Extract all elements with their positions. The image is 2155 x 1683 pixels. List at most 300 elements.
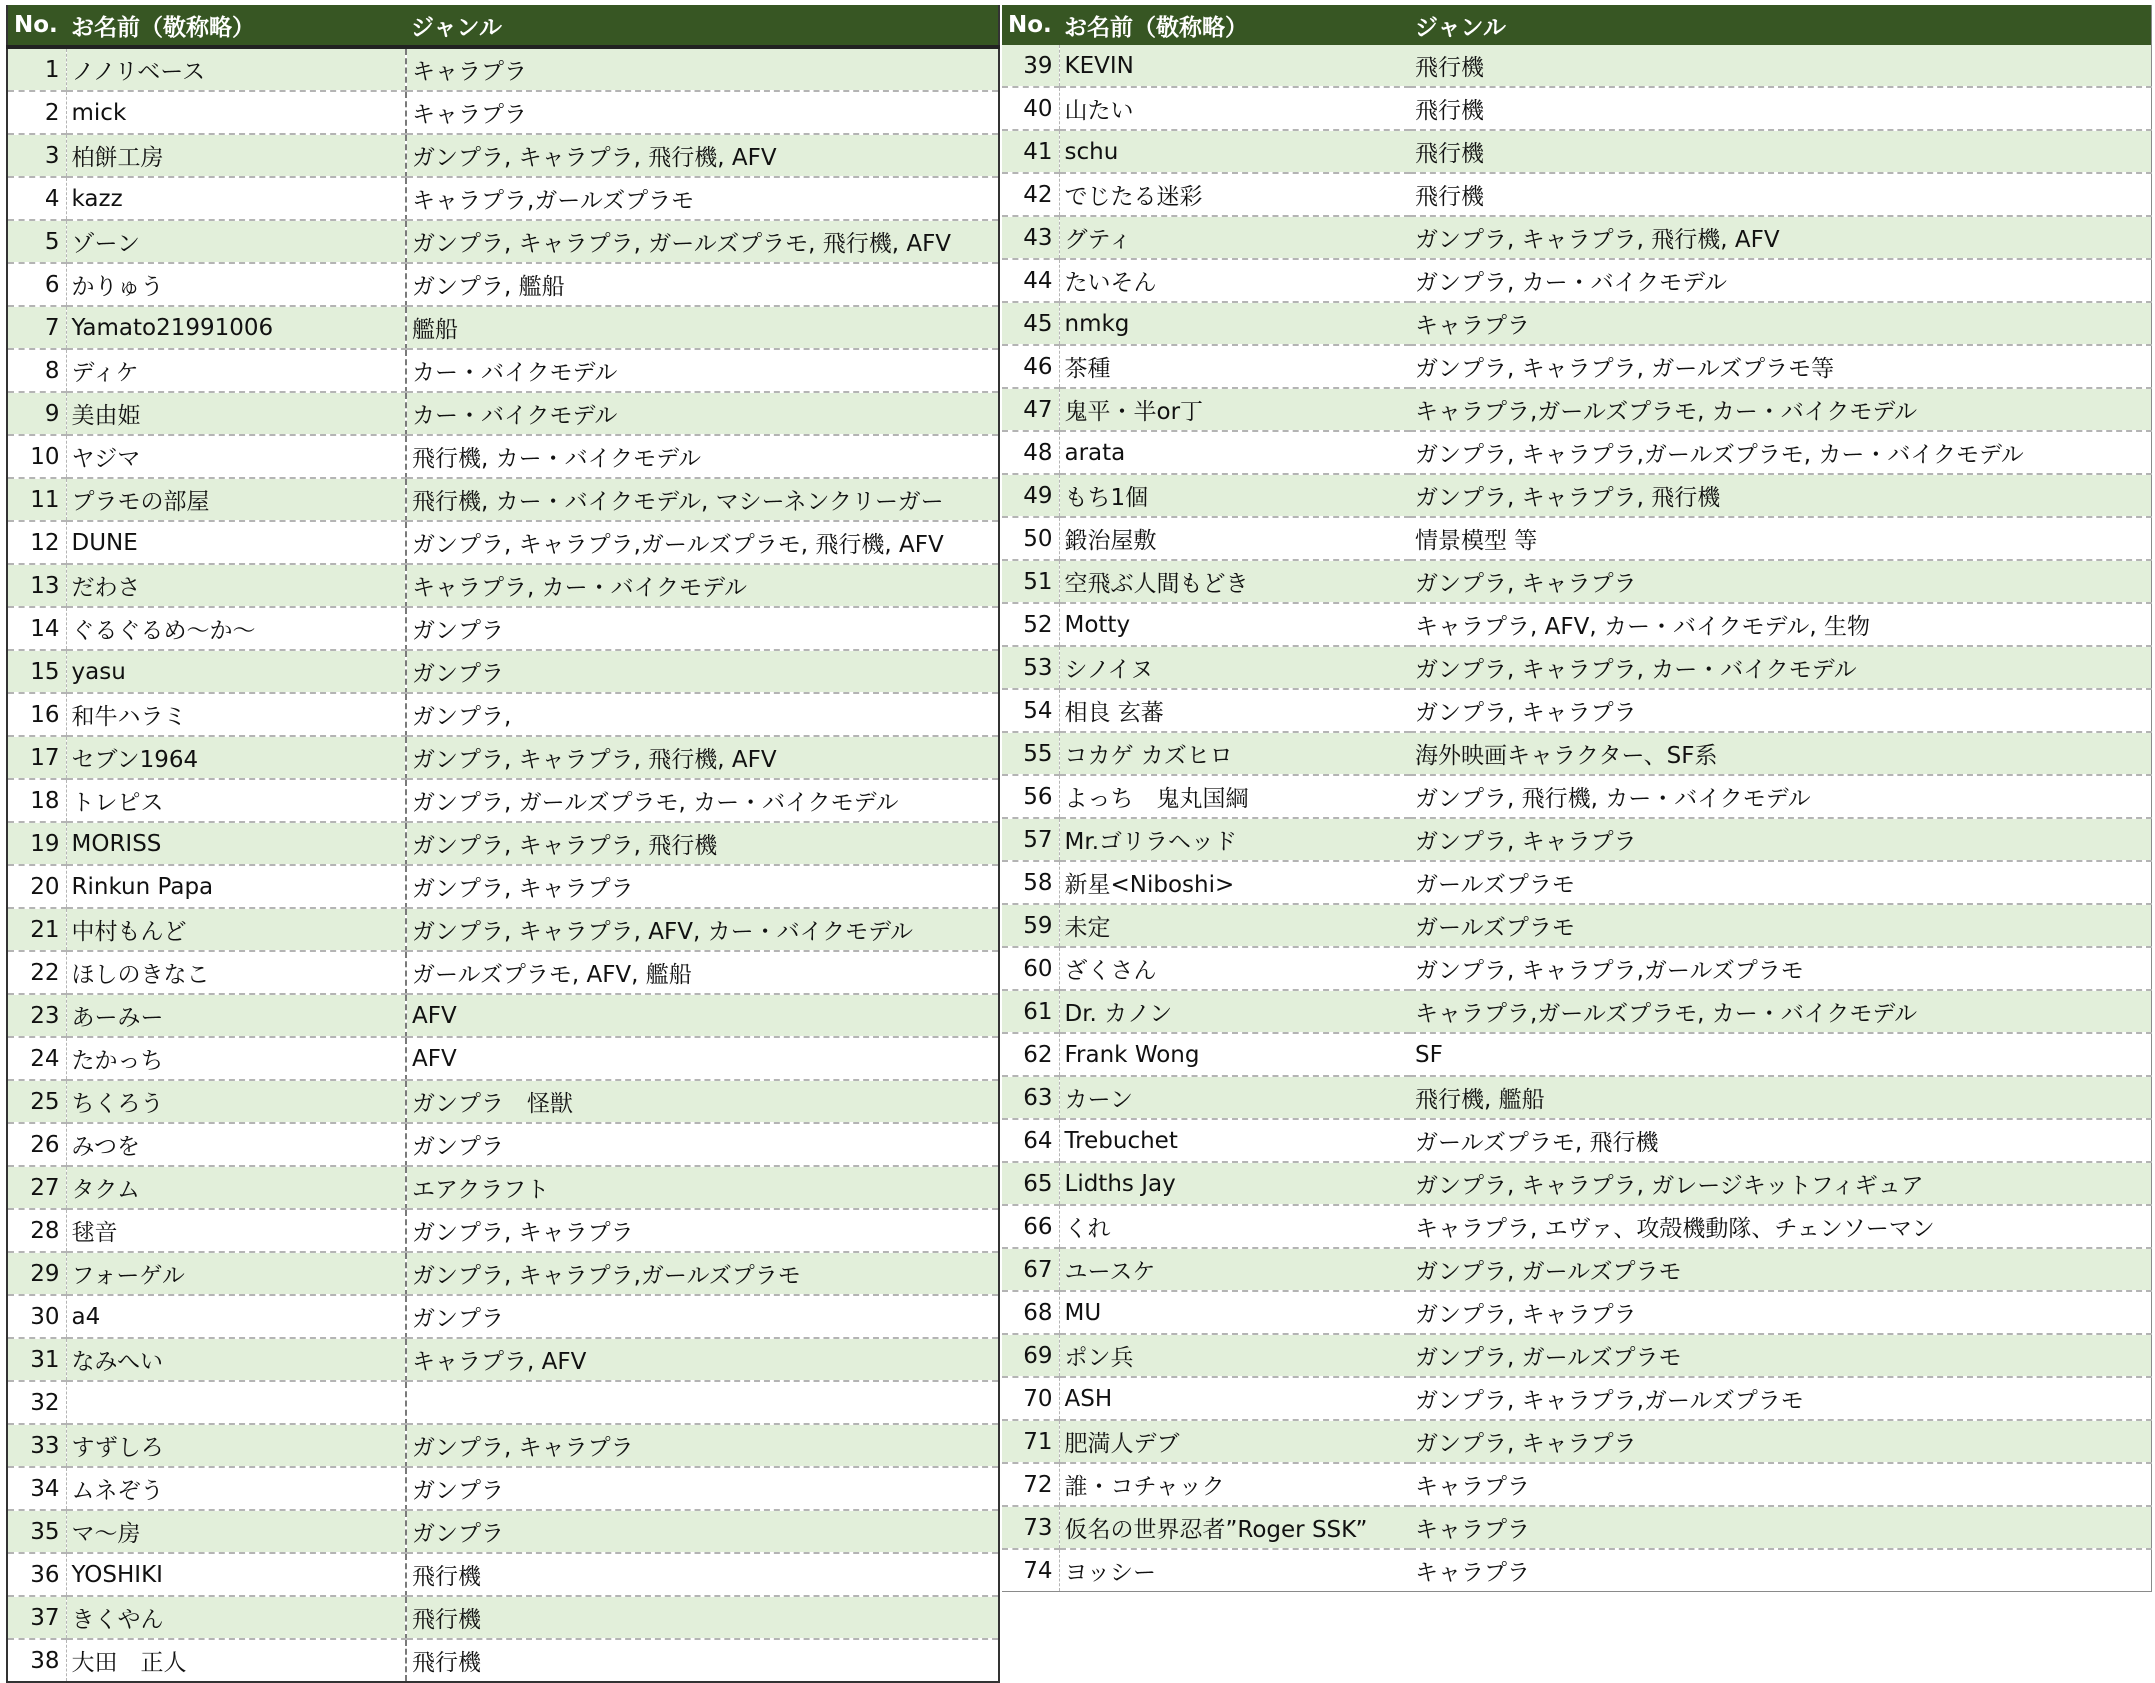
participant-name: kazz [66, 177, 406, 220]
row-number: 74 [1002, 1549, 1059, 1592]
participant-genre: ガンプラ, キャラプラ [1410, 1420, 2152, 1463]
row-number: 43 [1002, 216, 1059, 259]
participant-name: たいそん [1059, 259, 1410, 302]
row-number: 28 [7, 1209, 66, 1252]
participant-name: ユースケ [1059, 1248, 1410, 1291]
participant-genre: キャラプラ [406, 91, 999, 134]
row-number: 69 [1002, 1334, 1059, 1377]
participant-name: シノイヌ [1059, 646, 1410, 689]
participant-genre: 艦船 [406, 306, 999, 349]
participant-name: なみへい [66, 1338, 406, 1381]
participant-name: Lidths Jay [1059, 1162, 1410, 1205]
participant-name: ぐるぐるめ〜か〜 [66, 607, 406, 650]
participant-name: ゾーン [66, 220, 406, 263]
participant-name: もち1個 [1059, 474, 1410, 517]
table-row [1002, 603, 2152, 646]
participant-genre: ガンプラ, キャラプラ, 飛行機, AFV [1410, 216, 2152, 259]
participant-genre: キャラプラ [1415, 1560, 1530, 1586]
row-number: 40 [1002, 87, 1059, 130]
participant-name: あーみー [66, 994, 406, 1037]
participant-genre: ガンプラ, キャラプラ, 飛行機 [406, 822, 999, 865]
row-number: 51 [1002, 560, 1059, 603]
participant-genre: ガンプラ [406, 1467, 999, 1510]
table-row [1002, 45, 2152, 87]
participant-name: 茶種 [1059, 345, 1410, 388]
table-row [1002, 560, 2152, 603]
participant-name: ディケ [66, 349, 406, 392]
participant-name: 新星<Niboshi> [1059, 861, 1410, 904]
participant-name: たかっち [66, 1037, 406, 1080]
participant-name: Rinkun Papa [66, 865, 406, 908]
participant-name: タクム [66, 1166, 406, 1209]
participant-name: ポン兵 [1059, 1334, 1410, 1377]
table-row [7, 134, 999, 177]
participant-name: プラモの部屋 [66, 478, 406, 521]
participant-name: a4 [66, 1295, 406, 1338]
participant-genre: ガンプラ, キャラプラ [1410, 560, 2152, 603]
row-number: 14 [7, 607, 66, 650]
participant-genre: ガールズプラモ [1410, 904, 2152, 947]
row-number: 1 [7, 47, 66, 91]
participant-genre: ガンプラ, キャラプラ, カー・バイクモデル [1410, 646, 2152, 689]
participant-name: 中村もんど [66, 908, 406, 951]
row-number: 7 [7, 306, 66, 349]
participant-genre: ガンプラ, ガールズプラモ [1410, 1248, 2152, 1291]
row-number: 36 [7, 1553, 66, 1596]
participant-genre: ガールズプラモ, AFV, 艦船 [406, 951, 999, 994]
participant-genre: ガンプラ [406, 1123, 999, 1166]
participant-name: よっち 鬼丸国綱 [1059, 775, 1410, 818]
participant-genre: ガンプラ, キャラプラ, 飛行機 [1410, 474, 2152, 517]
participant-name: yasu [66, 650, 406, 693]
table-row [1002, 130, 2152, 173]
table-row [1002, 345, 2152, 388]
participant-genre: ガンプラ, キャラプラ, 飛行機, AFV [406, 134, 999, 177]
table-row [7, 779, 999, 822]
row-number: 16 [7, 693, 66, 736]
participant-genre: ガンプラ [406, 650, 999, 693]
participant-name: 空飛ぶ人間もどき [1059, 560, 1410, 603]
table-row [1002, 1205, 2152, 1248]
row-number: 66 [1002, 1205, 1059, 1248]
table-row [1002, 1033, 2152, 1076]
participant-genre: ガンプラ, キャラプラ,ガールズプラモ, カー・バイクモデル [1410, 431, 2152, 474]
table-row [7, 1596, 999, 1639]
row-number: 47 [1002, 388, 1059, 431]
row-number: 52 [1002, 603, 1059, 646]
participant-genre: ガンプラ, キャラプラ, AFV, カー・バイクモデル [406, 908, 999, 951]
participant-name: 美由姫 [66, 392, 406, 435]
table-row [7, 1166, 999, 1209]
participant-genre: ガンプラ, キャラプラ [406, 1209, 999, 1252]
row-number: 17 [7, 736, 66, 779]
row-number: 31 [7, 1338, 66, 1381]
participant-name: ヨッシー [1064, 1560, 1157, 1586]
header-genre: ジャンル [1410, 5, 2152, 45]
table-row [1002, 173, 2152, 216]
participant-genre: ガンプラ, キャラプラ, ガールズプラモ, 飛行機, AFV [406, 220, 999, 263]
participant-name [66, 1381, 406, 1424]
participants-table-left [6, 5, 1000, 1683]
participant-genre: キャラプラ, AFV, カー・バイクモデル, 生物 [1410, 603, 2152, 646]
participant-name: かりゅう [66, 263, 406, 306]
table-row [7, 994, 999, 1037]
participant-name: Motty [1059, 603, 1410, 646]
participant-genre: ガンプラ, キャラプラ,ガールズプラモ, 飛行機, AFV [406, 521, 999, 564]
participant-name: 肥満人デブ [1059, 1420, 1410, 1463]
table-row [7, 693, 999, 736]
row-number: 73 [1002, 1506, 1059, 1549]
table-row [1002, 517, 2152, 560]
row-number: 72 [1002, 1463, 1059, 1506]
participant-name: 柏餅工房 [66, 134, 406, 177]
participant-genre: キャラプラ [1410, 1463, 2152, 1506]
table-row [7, 1037, 999, 1080]
table-row [7, 478, 999, 521]
participant-name: すずしろ [66, 1424, 406, 1467]
row-number: 57 [1002, 818, 1059, 861]
participant-genre: キャラプラ, エヴァ、攻殻機動隊、チェンソーマン [1410, 1205, 2152, 1248]
table-row [1002, 474, 2152, 517]
row-number: 61 [1002, 990, 1059, 1033]
row-number: 27 [7, 1166, 66, 1209]
participant-name: みつを [66, 1123, 406, 1166]
participant-name: マ〜房 [66, 1510, 406, 1553]
row-number: 70 [1002, 1377, 1059, 1420]
header-no: No. [7, 5, 66, 47]
participant-genre: キャラプラ,ガールズプラモ [406, 177, 999, 220]
header-row [7, 5, 999, 47]
participants-table-right [1002, 5, 2152, 1592]
participant-name: ざくさん [1059, 947, 1410, 990]
table-row [7, 47, 999, 91]
table-row [7, 607, 999, 650]
row-number: 25 [7, 1080, 66, 1123]
table-row [7, 349, 999, 392]
participant-genre: 情景模型 等 [1410, 517, 2152, 560]
participant-name: nmkg [1059, 302, 1410, 345]
table-row [1002, 1377, 2152, 1420]
participant-name: コカゲ カズヒロ [1059, 732, 1410, 775]
row-number: 19 [7, 822, 66, 865]
participant-name: フォーゲル [66, 1252, 406, 1295]
participant-name: Dr. カノン [1059, 990, 1410, 1033]
participant-genre: キャラプラ, カー・バイクモデル [406, 564, 999, 607]
row-number: 64 [1002, 1119, 1059, 1162]
participant-name: Frank Wong [1059, 1033, 1410, 1076]
table-row [1002, 1162, 2152, 1205]
participant-name: くれ [1059, 1205, 1410, 1248]
participant-genre: ガンプラ, キャラプラ [1410, 1291, 2152, 1334]
table-row [7, 306, 999, 349]
participant-name: 未定 [1059, 904, 1410, 947]
row-number: 5 [7, 220, 66, 263]
participant-genre: キャラプラ [406, 47, 999, 91]
row-number: 15 [7, 650, 66, 693]
participant-name: arata [1059, 431, 1410, 474]
participant-genre: ガンプラ, キャラプラ [406, 1424, 999, 1467]
table-row [7, 1639, 999, 1682]
table-row [1002, 1549, 2152, 1592]
row-number: 39 [1002, 45, 1059, 87]
participant-name: DUNE [66, 521, 406, 564]
table-row [7, 1209, 999, 1252]
participant-genre: ガンプラ, キャラプラ, ガレージキットフィギュア [1410, 1162, 2152, 1205]
participant-genre: ガンプラ, [406, 693, 999, 736]
table-row [7, 1424, 999, 1467]
row-number: 11 [7, 478, 66, 521]
table-row [1002, 947, 2152, 990]
table-row [7, 263, 999, 306]
participant-name: 毬音 [66, 1209, 406, 1252]
table-row [1002, 732, 2152, 775]
table-row [1002, 388, 2152, 431]
row-number: 67 [1002, 1248, 1059, 1291]
participant-name: schu [1059, 130, 1410, 173]
row-number: 58 [1002, 861, 1059, 904]
participant-genre: ガンプラ, 艦船 [406, 263, 999, 306]
row-number: 26 [7, 1123, 66, 1166]
table-row [7, 822, 999, 865]
participant-genre: カー・バイクモデル [406, 349, 999, 392]
table-row [7, 1338, 999, 1381]
row-number: 12 [7, 521, 66, 564]
participant-genre: ガンプラ, キャラプラ [1410, 689, 2152, 732]
participant-name: セブン1964 [66, 736, 406, 779]
table-row [1002, 1334, 2152, 1377]
participant-genre: キャラプラ,ガールズプラモ, カー・バイクモデル [1410, 388, 2152, 431]
table-row [7, 1080, 999, 1123]
row-number: 42 [1002, 173, 1059, 216]
table-row [1002, 990, 2152, 1033]
row-number: 35 [7, 1510, 66, 1553]
table-row [1002, 775, 2152, 818]
table-row [1002, 216, 2152, 259]
row-number: 68 [1002, 1291, 1059, 1334]
table-row [1002, 1463, 2152, 1506]
header-name: お名前（敬称略） [66, 5, 406, 47]
row-number: 9 [7, 392, 66, 435]
participant-genre: 飛行機 [412, 1650, 481, 1676]
participant-genre: エアクラフト [406, 1166, 999, 1209]
row-number: 37 [7, 1596, 66, 1639]
row-number: 41 [1002, 130, 1059, 173]
participant-genre: 飛行機, 艦船 [1410, 1076, 2152, 1119]
participant-name: 相良 玄蕃 [1059, 689, 1410, 732]
row-number: 46 [1002, 345, 1059, 388]
participant-genre: キャラプラ, AFV [406, 1338, 999, 1381]
participant-genre: 飛行機 [1410, 173, 2152, 216]
participant-genre: ガンプラ, キャラプラ,ガールズプラモ [1410, 1377, 2152, 1420]
participant-name: 山たい [1059, 87, 1410, 130]
participant-genre: 飛行機 [1410, 45, 2152, 87]
participant-genre: ガンプラ, ガールズプラモ, カー・バイクモデル [406, 779, 999, 822]
table-row [7, 564, 999, 607]
table-row [1002, 1291, 2152, 1334]
row-number: 45 [1002, 302, 1059, 345]
participant-name: ASH [1059, 1377, 1410, 1420]
participant-name: カーン [1059, 1076, 1410, 1119]
table-row [7, 1510, 999, 1553]
table-row [1002, 1506, 2152, 1549]
table-row [7, 1553, 999, 1596]
row-number: 60 [1002, 947, 1059, 990]
row-number: 44 [1002, 259, 1059, 302]
participant-genre: ガンプラ [406, 607, 999, 650]
table-row [7, 177, 999, 220]
participant-genre: カー・バイクモデル [406, 392, 999, 435]
participant-genre: 飛行機, カー・バイクモデル [406, 435, 999, 478]
row-number: 18 [7, 779, 66, 822]
participant-name: ヤジマ [66, 435, 406, 478]
header-row [1002, 5, 2152, 45]
participant-name: きくやん [66, 1596, 406, 1639]
participant-name: ムネぞう [66, 1467, 406, 1510]
row-number: 53 [1002, 646, 1059, 689]
table-row [7, 951, 999, 994]
row-number: 55 [1002, 732, 1059, 775]
participant-name: MU [1059, 1291, 1410, 1334]
row-number: 32 [7, 1381, 66, 1424]
participant-name: KEVIN [1059, 45, 1410, 87]
header-no: No. [1002, 5, 1059, 45]
row-number: 24 [7, 1037, 66, 1080]
row-number: 2 [7, 91, 66, 134]
table-row [1002, 1248, 2152, 1291]
row-number: 34 [7, 1467, 66, 1510]
participant-genre: ガンプラ [406, 1510, 999, 1553]
header-name: お名前（敬称略） [1059, 5, 1410, 45]
participant-genre: ガールズプラモ, 飛行機 [1410, 1119, 2152, 1162]
participant-genre: 飛行機 [406, 1596, 999, 1639]
participant-name: 和牛ハラミ [66, 693, 406, 736]
row-number: 54 [1002, 689, 1059, 732]
participant-genre: ガンプラ, カー・バイクモデル [1410, 259, 2152, 302]
participant-genre: ガンプラ, 飛行機, カー・バイクモデル [1410, 775, 2152, 818]
table-row [7, 736, 999, 779]
row-number: 33 [7, 1424, 66, 1467]
participant-genre: キャラプラ,ガールズプラモ, カー・バイクモデル [1410, 990, 2152, 1033]
participant-genre: ガンプラ, キャラプラ, ガールズプラモ等 [1410, 345, 2152, 388]
table-row [7, 392, 999, 435]
table-row [7, 91, 999, 134]
header-genre: ジャンル [406, 5, 999, 47]
participant-genre: ガールズプラモ [1410, 861, 2152, 904]
participant-name: トレピス [66, 779, 406, 822]
row-number: 59 [1002, 904, 1059, 947]
table-row [1002, 87, 2152, 130]
participant-name: Mr.ゴリラヘッド [1059, 818, 1410, 861]
row-number: 56 [1002, 775, 1059, 818]
participant-genre: ガンプラ, キャラプラ, 飛行機, AFV [406, 736, 999, 779]
participant-genre: AFV [406, 994, 999, 1037]
participant-name: 仮名の世界忍者”Roger SSK” [1059, 1506, 1410, 1549]
row-number: 62 [1002, 1033, 1059, 1076]
row-number: 30 [7, 1295, 66, 1338]
row-number: 10 [7, 435, 66, 478]
participant-genre: SF [1410, 1033, 2152, 1076]
participant-name: だわさ [66, 564, 406, 607]
participant-name: グティ [1059, 216, 1410, 259]
participant-genre: キャラプラ [1410, 1506, 2152, 1549]
participant-genre [406, 1381, 999, 1424]
table-row [7, 220, 999, 263]
table-row [7, 865, 999, 908]
table-row [7, 650, 999, 693]
table-row [1002, 1076, 2152, 1119]
participant-name: 誰・コチャック [1059, 1463, 1410, 1506]
participant-name: MORISS [66, 822, 406, 865]
table-row [1002, 818, 2152, 861]
participant-genre: キャラプラ [1410, 302, 2152, 345]
participant-genre: AFV [406, 1037, 999, 1080]
table-row [1002, 904, 2152, 947]
participant-genre: ガンプラ, キャラプラ,ガールズプラモ [1410, 947, 2152, 990]
table-row [7, 1252, 999, 1295]
row-number: 6 [7, 263, 66, 306]
participant-name: ちくろう [66, 1080, 406, 1123]
row-number: 65 [1002, 1162, 1059, 1205]
participant-genre: ガンプラ, キャラプラ [1410, 818, 2152, 861]
participant-name: Yamato21991006 [66, 306, 406, 349]
row-number: 49 [1002, 474, 1059, 517]
row-number: 23 [7, 994, 66, 1037]
table-row [7, 435, 999, 478]
row-number: 4 [7, 177, 66, 220]
participant-name: mick [66, 91, 406, 134]
row-number: 63 [1002, 1076, 1059, 1119]
table-row [7, 521, 999, 564]
row-number: 50 [1002, 517, 1059, 560]
row-number: 3 [7, 134, 66, 177]
table-row [1002, 1420, 2152, 1463]
row-number: 8 [7, 349, 66, 392]
table-row [1002, 259, 2152, 302]
participant-genre: ガンプラ, キャラプラ [406, 865, 999, 908]
participant-name: ノノリベース [66, 47, 406, 91]
table-row [1002, 431, 2152, 474]
row-number: 29 [7, 1252, 66, 1295]
participant-name: YOSHIKI [66, 1553, 406, 1596]
row-number: 71 [1002, 1420, 1059, 1463]
participant-genre: ガンプラ 怪獣 [406, 1080, 999, 1123]
row-number: 22 [7, 951, 66, 994]
row-number: 38 [7, 1639, 66, 1682]
participant-name: でじたる迷彩 [1059, 173, 1410, 216]
participant-name: ほしのきなこ [66, 951, 406, 994]
table-row [1002, 1119, 2152, 1162]
row-number: 21 [7, 908, 66, 951]
row-number: 20 [7, 865, 66, 908]
table-row [1002, 861, 2152, 904]
table-row [7, 1467, 999, 1510]
table-row [1002, 302, 2152, 345]
participant-genre: 飛行機, カー・バイクモデル, マシーネンクリーガー [406, 478, 999, 521]
participant-genre: ガンプラ, キャラプラ,ガールズプラモ [406, 1252, 999, 1295]
participant-name: 大田 正人 [66, 1639, 406, 1682]
participant-genre: 飛行機 [1410, 130, 2152, 173]
table-row [7, 1123, 999, 1166]
row-number: 13 [7, 564, 66, 607]
participant-name: 鍛治屋敷 [1059, 517, 1410, 560]
participant-name: Trebuchet [1059, 1119, 1410, 1162]
table-row [7, 1295, 999, 1338]
row-number: 48 [1002, 431, 1059, 474]
participant-genre: ガンプラ, ガールズプラモ [1410, 1334, 2152, 1377]
table-row [1002, 646, 2152, 689]
table-row [7, 1381, 999, 1424]
participant-genre: 飛行機 [1410, 87, 2152, 130]
